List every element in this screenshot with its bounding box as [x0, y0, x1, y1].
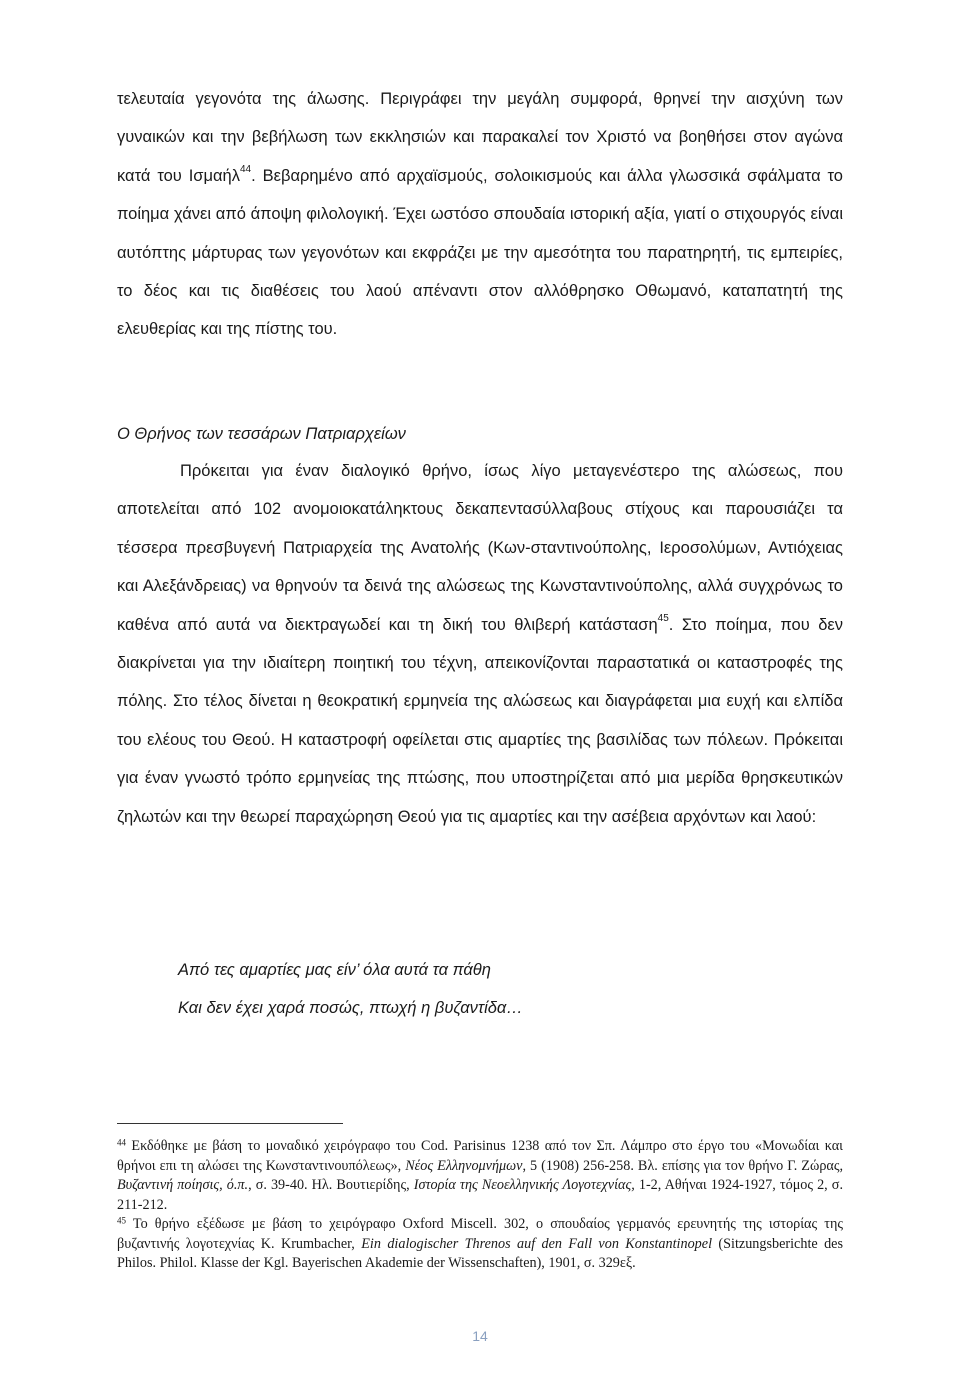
verse-line: Και δεν έχει χαρά ποσώς, πτωχή η βυζαντίδα…: [178, 999, 523, 1017]
footnote-text: 1-2, Αθήναι 1924-1927, τόμος 2, σ. 211-212.: [117, 1177, 843, 1213]
footnote-ref-44[interactable]: 44: [239, 163, 252, 175]
footnote-text: Εκδόθηκε με βάση το μοναδικό χειρόγραφο του Cod. Parisinus 1238 από τον Σπ. Λάμπρο στο έργο του «Μονωδίαι και θρήνοι επι τη αλώσει της Κωνσταντινουπόλεως»,: [117, 1138, 843, 1174]
footnote-italic: Βυζαντινή ποίησις, ό.π.: [117, 1177, 249, 1193]
paragraph-top-text-1: τελευταία γεγονότα της άλωσης. Περιγράφει την μεγάλη συμφορά, θρηνεί την αισχύνη των γυναικών και την βεβήλωση των εκκλησιών και παρακαλεί τον Χριστό να βοηθήσει στον αγώνα κατά του Ισμαήλ: [117, 90, 843, 185]
footnote-italic: Ιστορία της Νεοελληνικής Λογοτεχνίας,: [413, 1177, 635, 1193]
section-heading: Ο Θρήνος των τεσσάρων Πατριαρχείων: [117, 425, 406, 443]
footnote-number: 44: [117, 1137, 126, 1148]
footnote-text: , 5 (1908) 256-258. Βλ. επίσης για τον θρήνο Γ. Ζώρας,: [522, 1157, 843, 1174]
paragraph-main: [117, 452, 843, 836]
footnote-text: (Sitzungsberichte des Philos. Philol. Klasse der Kgl. Bayerischen Akademie der Wissenschaften), 1901, σ. 329εξ.: [117, 1235, 843, 1271]
footnote-separator: [117, 1123, 343, 1124]
page-number: 14: [472, 1328, 488, 1344]
paragraph-main-text-2: . Στο ποίημα, που δεν διακρίνεται για την ιδιαίτερη ποιητική του τέχνη, απεικονίζονται παραστατικά οι καταστροφές της πόλης. Στο τέλος δίνεται η θεοκρατική ερμηνεία της αλώσεως και διαγράφεται μια ευχή και ελπίδα του ελέους του Θεού. Η καταστροφή οφείλεται στις αμαρτίες της βασιλίδας των πόλεων. Πρόκειται για έναν γνωστό τρόπο ερμηνείας της πτώσης, που υποστηρίζεται από μια μερίδα θρησκευτικών ζηλωτών και την θεωρεί παραχώρηση Θεού για τις αμαρτίες και την ασέβεια αρχόντων και λαού:: [117, 615, 843, 826]
footnote-number: 45: [117, 1215, 126, 1226]
footnotes: [117, 1137, 843, 1274]
paragraph-main-text-1: Πρόκειται για έναν διαλογικό θρήνο, ίσως λίγο μεταγενέστερο της αλώσεως, που αποτελείται από 102 ανομοιοκατάληκτους δεκαπεντασύλλαβους στίχους και παρουσιάζει τα τέσσερα πρεσβυγενή Πατριαρχεία της Ανατολής (Κων-σταντινούπολης, Ιεροσολύμων, Αντιόχειας και Αλεξάνδρειας) να θρηνούν τα δεινά της αλώσεως της Κωνσταντινούπολης, αλλά συγχρόνως το καθένα από αυτά να διεκτραγωδεί και τη δική του θλιβερή κατάσταση: [117, 462, 843, 634]
footnote-text: , σ. 39-40. Ηλ. Βουτιερίδης,: [248, 1177, 414, 1193]
footnote-italic: Ein dialogischer Threnos auf den Fall von Konstantinopel: [361, 1235, 713, 1252]
footnote-44: [117, 1137, 843, 1215]
paragraph-top-text-2: . Βεβαρημένο από αρχαϊσμούς, σολοικισμούς και άλλα γλωσσικά σφάλματα το ποίημα χάνει από άποψη φιλολογική. Έχει ωστόσο σπουδαία ιστορική αξία, γιατί ο στιχουργός είναι αυτόπτης μάρτυρας των γεγονότων και εκφράζει με την αμεσότητα του παρατηρητή, τις εμπειρίες, το δέος και τις διαθέσεις του λαού απέναντι στον αλλόθρησκο Οθωμανό, καταπατητή της ελευθερίας και της πίστης του.: [117, 166, 843, 339]
footnote-ref-45[interactable]: 45: [657, 612, 669, 624]
paragraph-top: [117, 80, 843, 349]
footnote-text: Το θρήνο εξέδωσε με βάση το χειρόγραφο Oxford Miscell. 302, ο σπουδαίος γερμανός ερευνητής της ιστορίας της βυζαντινής λογοτεχνίας K. Krumbacher,: [117, 1216, 843, 1252]
footnote-45: [117, 1215, 843, 1274]
footnote-italic: Νέος Ελληνομνήμων: [405, 1157, 523, 1174]
verse-line: Από τες αμαρτίες μας είν’ όλα αυτά τα πάθη: [178, 961, 491, 979]
